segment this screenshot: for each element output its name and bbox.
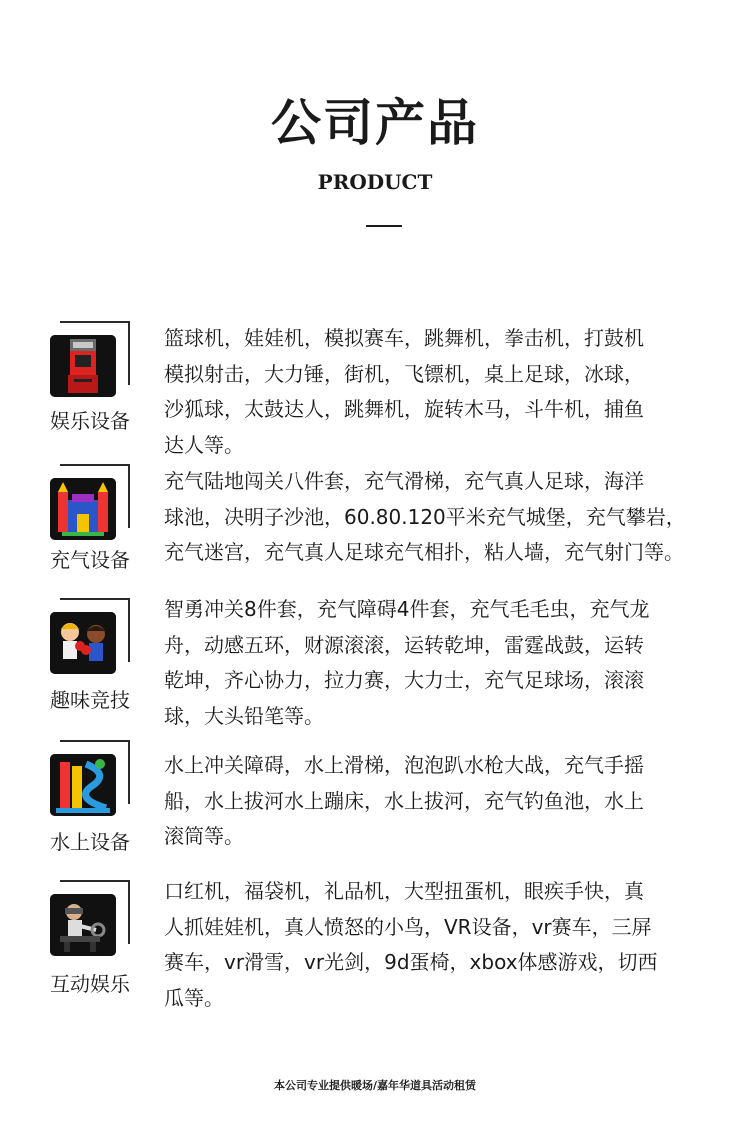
description-line: 球，大头铅笔等。 xyxy=(164,703,324,728)
section-icon-wrap xyxy=(50,464,130,544)
footer-note: 本公司专业提供暖场/嘉年华道具活动租赁 xyxy=(273,1079,477,1092)
description-line: 充气迷宫，充气真人足球充气相扑，粘人墙，充气射门等。 xyxy=(164,540,684,564)
section-description xyxy=(164,874,734,1016)
page-subtitle: PRODUCT xyxy=(317,170,433,194)
description-line: 人抓娃娃机，真人愤怒的小鸟，VR设备，vr赛车，三屏 xyxy=(164,914,652,939)
page-title: 公司产品 xyxy=(271,94,479,152)
section-icon-wrap xyxy=(50,598,130,678)
title-divider xyxy=(366,225,402,227)
section-icon-wrap xyxy=(50,880,130,960)
description-line: 沙狐球，太鼓达人，跳舞机，旋转木马，斗牛机，捕鱼 xyxy=(164,397,644,421)
description-line: 瓜等。 xyxy=(164,985,224,1010)
description-line: 模拟射击，大力锤，街机，飞镖机，桌上足球，冰球， xyxy=(164,361,644,386)
description-line: 舟，动感五环，财源滚滚，运转乾坤，雷霆战鼓，运转 xyxy=(164,632,644,657)
description-line: 充气陆地闯关八件套，充气滑梯，充气真人足球，海洋 xyxy=(164,469,644,493)
water-slide-icon xyxy=(50,754,116,816)
section-label: 娱乐设备 xyxy=(50,409,130,433)
vr-racing-icon xyxy=(50,894,116,956)
description-line: 智勇冲关8件套，充气障碍4件套，充气毛毛虫，充气龙 xyxy=(164,597,650,621)
arcade-machine-icon xyxy=(50,335,116,397)
boxing-kids-icon xyxy=(50,612,116,674)
section-description xyxy=(164,464,734,571)
section-description xyxy=(164,321,734,463)
description-line: 赛车，vr滑雪，vr光剑，9d蛋椅，xbox体感游戏，切西 xyxy=(164,950,658,974)
description-line: 船，水上拔河水上蹦床，水上拔河，充气钓鱼池，水上 xyxy=(164,788,644,813)
description-line: 水上冲关障碍，水上滑梯，泡泡趴水枪大战，充气手摇 xyxy=(164,753,644,777)
description-line: 滚筒等。 xyxy=(164,824,244,848)
section-label: 充气设备 xyxy=(50,548,130,572)
section-icon-wrap xyxy=(50,740,130,820)
section-label: 趣味竞技 xyxy=(50,688,130,712)
description-line: 达人等。 xyxy=(164,432,244,457)
description-line: 乾坤，齐心协力，拉力赛，大力士，充气足球场，滚滚 xyxy=(164,668,644,692)
description-line: 口红机，福袋机，礼品机，大型扭蛋机，眼疾手快，真 xyxy=(164,879,644,903)
inflatable-castle-icon xyxy=(50,478,116,540)
section-description xyxy=(164,592,734,734)
section-icon-wrap xyxy=(50,321,130,401)
section-description xyxy=(164,748,734,855)
section-label: 互动娱乐 xyxy=(50,972,130,996)
description-line: 球池，决明子沙池，60.80.120平米充气城堡，充气攀岩， xyxy=(164,504,686,529)
section-label: 水上设备 xyxy=(50,830,130,854)
description-line: 篮球机，娃娃机，模拟赛车，跳舞机，拳击机，打鼓机 xyxy=(164,326,644,350)
